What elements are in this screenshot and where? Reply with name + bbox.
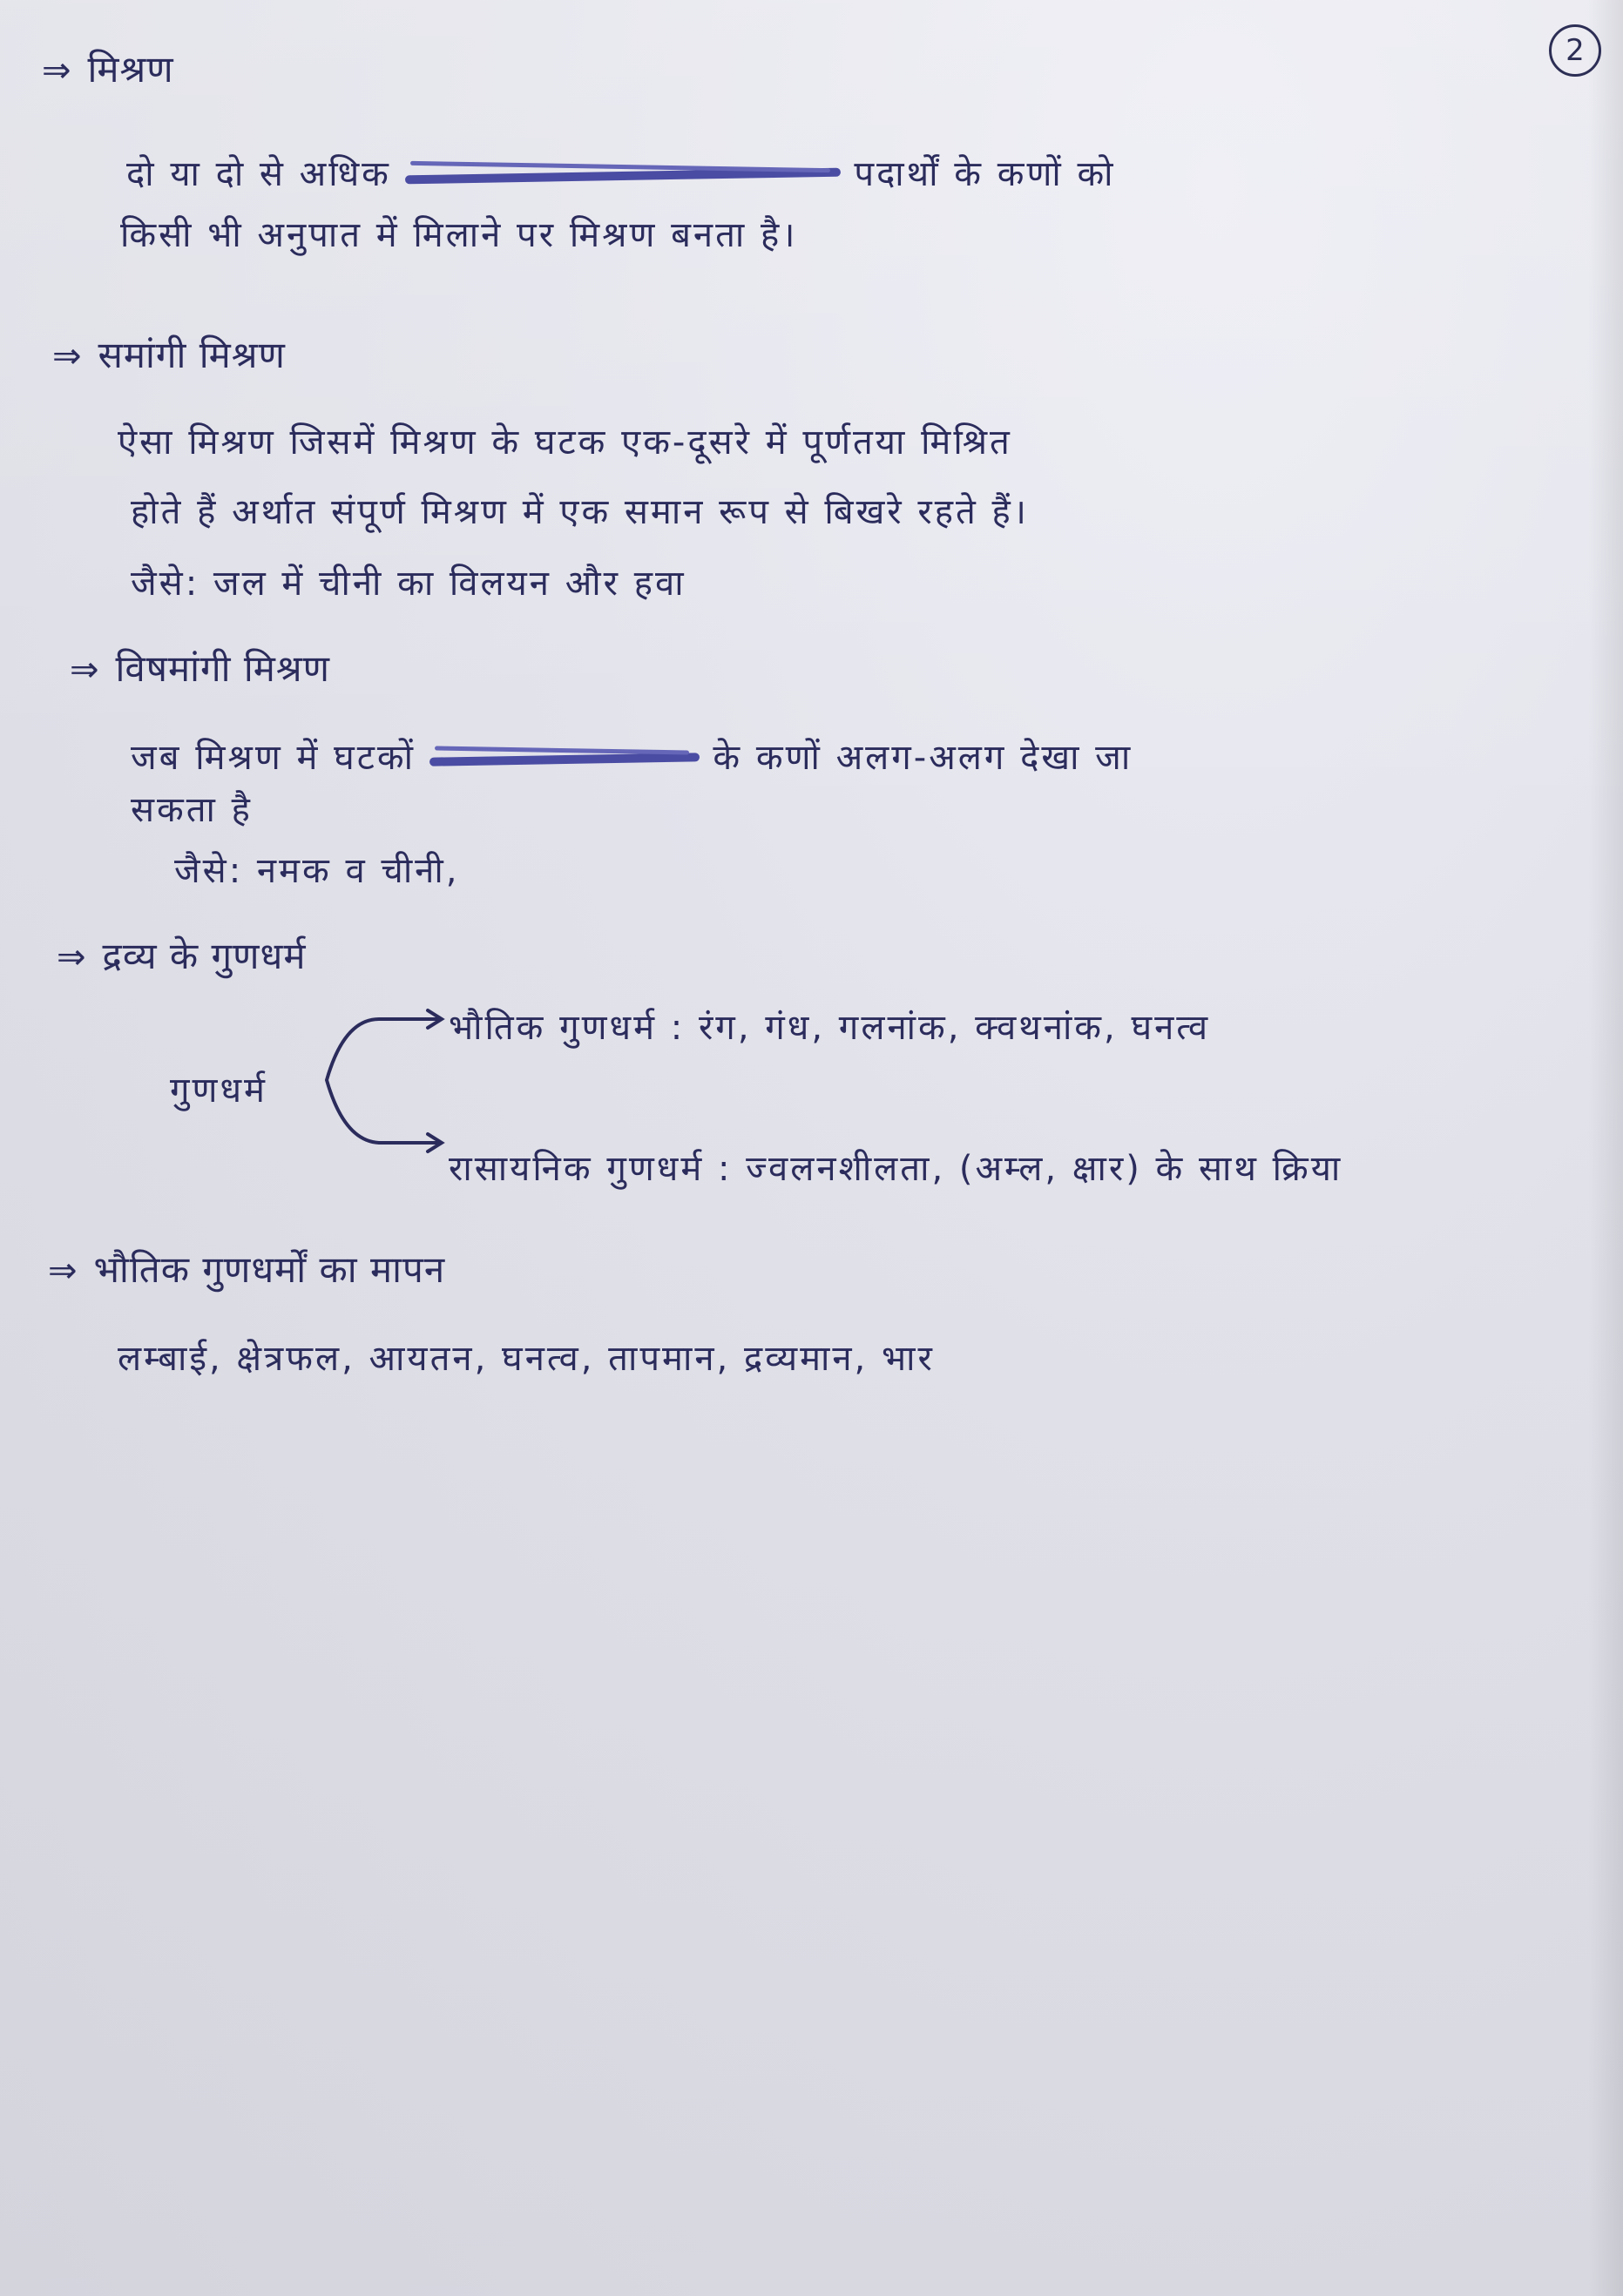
physical-properties: भौतिक गुणधर्म : रंग, गंध, गलनांक, क्वथनांक, घनत्व [449, 1008, 1211, 1048]
page-edge-shadow [1588, 0, 1623, 2296]
arrow-icon: ⇒ [48, 1251, 78, 1291]
heterogeneous-title: विषमांगी मिश्रण [115, 647, 330, 690]
arrow-icon: ⇒ [70, 650, 100, 690]
measurement-heading [48, 1244, 445, 1293]
homogeneous-line-1: ऐसा मिश्रण जिसमें मिश्रण के घटक एक-दूसरे में पूर्णतया मिश्रित [118, 422, 1012, 463]
page-number: 2 [1549, 24, 1601, 77]
struck-out-text [429, 746, 700, 773]
branch-brace-icon [309, 993, 449, 1167]
homogeneous-example: जैसे: जल में चीनी का विलयन और हवा [131, 564, 686, 604]
properties-label: गुणधर्म [170, 1070, 267, 1111]
heterogeneous-line-1 [131, 732, 1133, 780]
measurement-line-1: लम्बाई, क्षेत्रफल, आयतन, घनत्व, तापमान, द्रव्यमान, भार [118, 1339, 935, 1379]
mixture-line-1-start: दो या दो से अधिक [126, 154, 391, 194]
mixture-line-2: किसी भी अनुपात में मिलाने पर मिश्रण बनता है। [120, 215, 798, 255]
mixture-line-1 [126, 148, 1116, 196]
heterogeneous-heading [70, 643, 330, 692]
properties-title: द्रव्य के गुणधर्म [102, 935, 307, 977]
properties-heading [57, 930, 306, 980]
arrow-icon: ⇒ [57, 937, 87, 977]
homogeneous-heading [52, 329, 286, 379]
struck-out-text [405, 163, 841, 189]
heterogeneous-line-2: सकता है [131, 790, 253, 830]
heterogeneous-example: जैसे: नमक व चीनी, [174, 851, 460, 891]
chemical-properties: रासायनिक गुणधर्म : ज्वलनशीलता, (अम्ल, क्षार) के साथ क्रिया [449, 1149, 1343, 1189]
heterogeneous-line-1-end: के कणों अलग-अलग देखा जा [713, 738, 1133, 778]
measurement-title: भौतिक गुणधर्मों का मापन [93, 1248, 446, 1291]
homogeneous-title: समांगी मिश्रण [98, 334, 286, 376]
homogeneous-line-2: होते हैं अर्थात संपूर्ण मिश्रण में एक समान रूप से बिखरे रहते हैं। [131, 492, 1029, 532]
heterogeneous-line-1-start: जब मिश्रण में घटकों [131, 738, 416, 778]
arrow-icon: ⇒ [42, 51, 72, 91]
mixture-heading [42, 44, 174, 93]
mixture-title: मिश्रण [87, 48, 174, 91]
mixture-line-1-end: पदार्थों के कणों को [854, 154, 1116, 194]
arrow-icon: ⇒ [52, 336, 83, 376]
